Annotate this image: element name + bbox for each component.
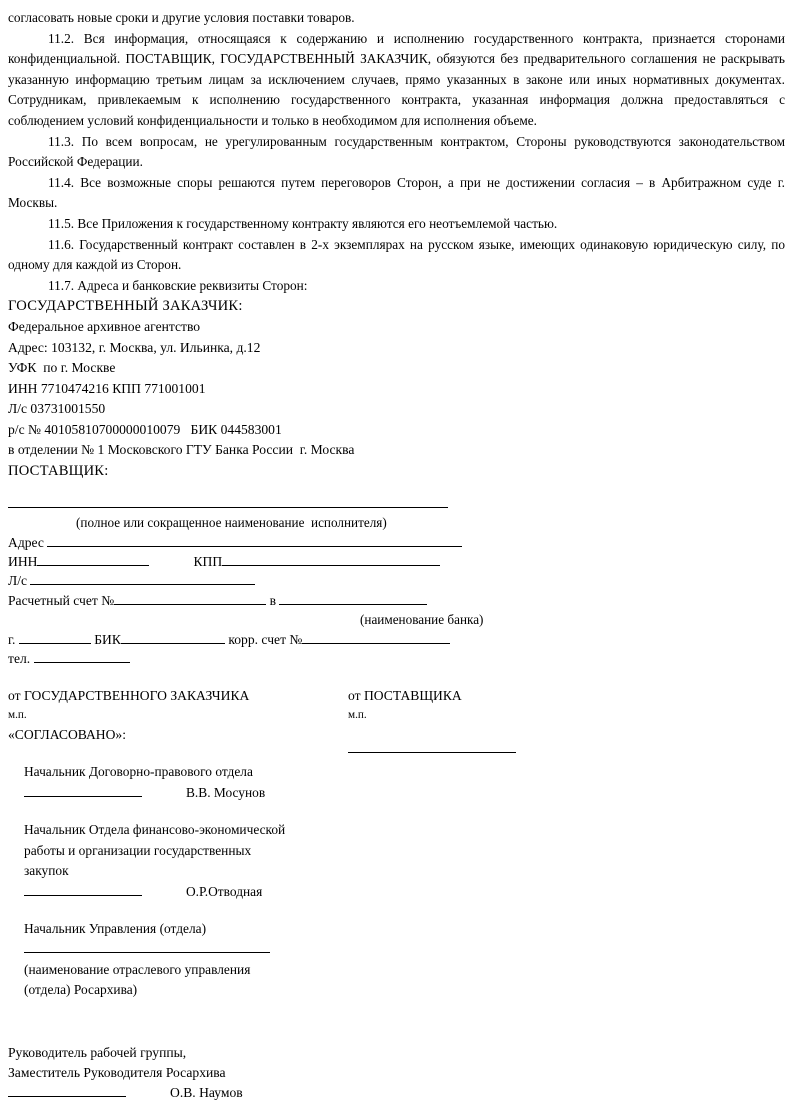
approver-upravlenie xyxy=(24,919,785,1001)
clause-11-5: 11.5. Все Приложения к государственному контракту являются его неотъемлемой частью. xyxy=(48,215,558,231)
customer-organization: Федеральное архивное агентство xyxy=(8,319,201,335)
supplier-personal-account-field[interactable]: Л/с xyxy=(8,571,785,590)
approver-upravlenie-caption-line-1: (наименование отраслевого управления xyxy=(24,961,251,977)
customer-settlement-account-bik: р/с № 40105810700000010079 БИК 044583001 xyxy=(8,421,282,437)
supplier-phone-rule[interactable] xyxy=(34,651,130,663)
supplier-settlement-account-rule[interactable] xyxy=(114,593,266,605)
clause-11-6: 11.6. Государственный контракт составлен в 2-х экземплярах на русском языке, имеющих одинаковую юридическую силу, по одному для каждой из Сторон. xyxy=(8,236,785,273)
clauses-section xyxy=(8,8,785,296)
supplier-city-rule[interactable] xyxy=(19,632,91,644)
supplier-settlement-account-field[interactable]: Расчетный счет № в xyxy=(8,591,785,610)
approver-mosunov-signature-rule[interactable] xyxy=(24,785,142,797)
approver-upravlenie-caption-line-2: (отдела) Росархива) xyxy=(24,982,138,998)
supplier-inn-rule[interactable] xyxy=(37,554,149,566)
clause-11-7: 11.7. Адреса и банковские реквизиты Сторон: xyxy=(48,277,308,293)
supplier-inn-kpp-field[interactable]: ИНН КПП xyxy=(8,552,785,571)
supplier-name-caption: (полное или сокращенное наименование исполнителя) xyxy=(76,515,387,531)
supplier-signature-heading: от ПОСТАВЩИКА xyxy=(348,688,462,704)
approver-otvodnaya-title-line-2: работы и организации государственных xyxy=(24,842,252,858)
supplier-address-field[interactable]: Адрес xyxy=(8,533,785,552)
customer-address: Адрес: 103132, г. Москва, ул. Ильинка, д.12 xyxy=(8,339,261,355)
customer-bank-branch: в отделении № 1 Московского ГТУ Банка России г. Москва xyxy=(8,442,355,458)
supplier-name-field[interactable] xyxy=(8,494,785,513)
signature-column-supplier xyxy=(348,686,648,759)
approver-mosunov-title: Начальник Договорно-правового отдела xyxy=(24,764,253,780)
final-signer-name: О.В. Наумов xyxy=(170,1084,243,1100)
supplier-signature-rule[interactable] xyxy=(348,742,516,754)
customer-heading: ГОСУДАРСТВЕННЫЙ ЗАКАЗЧИК: xyxy=(8,298,243,315)
supplier-name-rule[interactable] xyxy=(8,496,448,508)
supplier-personal-account-rule[interactable] xyxy=(30,573,255,585)
paragraph-carryover: согласовать новые сроки и другие условия поставки товаров. xyxy=(8,10,355,25)
approver-upravlenie-signature-row[interactable] xyxy=(24,939,785,959)
supplier-requisites xyxy=(8,461,785,669)
supplier-stamp-label: м.п. xyxy=(348,709,367,722)
customer-personal-account: Л/с 03731001550 xyxy=(8,401,106,417)
signature-headings xyxy=(8,686,785,745)
final-signer-title-line-1: Руководитель рабочей группы, xyxy=(8,1044,187,1060)
customer-inn-kpp: ИНН 7710474216 КПП 771001001 xyxy=(8,380,206,396)
final-signer-signature-row[interactable] xyxy=(8,1083,785,1103)
approver-otvodnaya-title-line-3: закупок xyxy=(24,863,69,879)
customer-stamp-label: м.п. xyxy=(8,709,27,722)
final-signer-title-line-2: Заместитель Руководителя Росархива xyxy=(8,1064,226,1080)
approver-otvodnaya-title-line-1: Начальник Отдела финансово-экономической xyxy=(24,822,286,838)
final-signer-signature-rule[interactable] xyxy=(8,1085,126,1097)
approver-otvodnaya-name: О.Р.Отводная xyxy=(186,883,263,899)
agreed-label: «СОГЛАСОВАНО»: xyxy=(8,727,126,743)
clause-11-2: 11.2. Вся информация, относящаяся к содержанию и исполнению государственного контракта, признается сторонами конфиденциальной. ПОСТАВЩИК, ГОСУДАРСТВЕННЫЙ ЗАКАЗЧИК, обязуются без предварительного соглашения не раскрывать указанную информацию третьим лицам за исключением случаев, прямо указанных в законе или иных нормативных документах. Сотрудникам, привлекаемым к исполнению государственного контракта, указанная информация должна предоставляться с соблюдением условий конфиденциальности и только в необходимом для исполнения объеме. xyxy=(8,30,785,128)
supplier-signature-line[interactable] xyxy=(348,739,648,759)
approver-mosunov-name: В.В. Мосунов xyxy=(186,784,266,800)
final-signer-section xyxy=(8,1043,785,1103)
supplier-bank-caption: (наименование банка) xyxy=(360,612,484,628)
approver-upravlenie-title: Начальник Управления (отдела) xyxy=(24,920,207,936)
clause-11-4: 11.4. Все возможные споры решаются путем переговоров Сторон, а при не достижении согласия – в Арбитражном суде г. Москвы. xyxy=(8,174,785,211)
supplier-city-bik-corr-field[interactable]: г. БИК корр. счет № xyxy=(8,630,785,649)
approver-upravlenie-signature-rule[interactable] xyxy=(24,942,270,954)
supplier-bik-rule[interactable] xyxy=(121,632,225,644)
supplier-heading: ПОСТАВЩИК: xyxy=(8,462,109,479)
supplier-corr-account-rule[interactable] xyxy=(302,632,450,644)
supplier-kpp-rule[interactable] xyxy=(222,554,440,566)
approver-mosunov-signature-row[interactable] xyxy=(24,783,785,803)
customer-signature-heading: от ГОСУДАРСТВЕННОГО ЗАКАЗЧИКА xyxy=(8,688,250,704)
supplier-address-rule[interactable] xyxy=(47,534,462,546)
supplier-phone-field[interactable]: тел. xyxy=(8,649,785,668)
approver-mosunov xyxy=(24,762,785,803)
customer-treasury: УФК по г. Москве xyxy=(8,360,116,376)
approver-otvodnaya-signature-rule[interactable] xyxy=(24,884,142,896)
customer-requisites xyxy=(8,296,785,461)
signature-column-customer xyxy=(8,686,348,745)
approver-otvodnaya xyxy=(24,820,785,902)
approvers-section xyxy=(8,762,785,1000)
supplier-bank-name-rule[interactable] xyxy=(279,593,427,605)
clause-11-3: 11.3. По всем вопросам, не урегулированным государственным контрактом, Стороны руководствуются законодательством Российской Федерации. xyxy=(8,133,785,170)
